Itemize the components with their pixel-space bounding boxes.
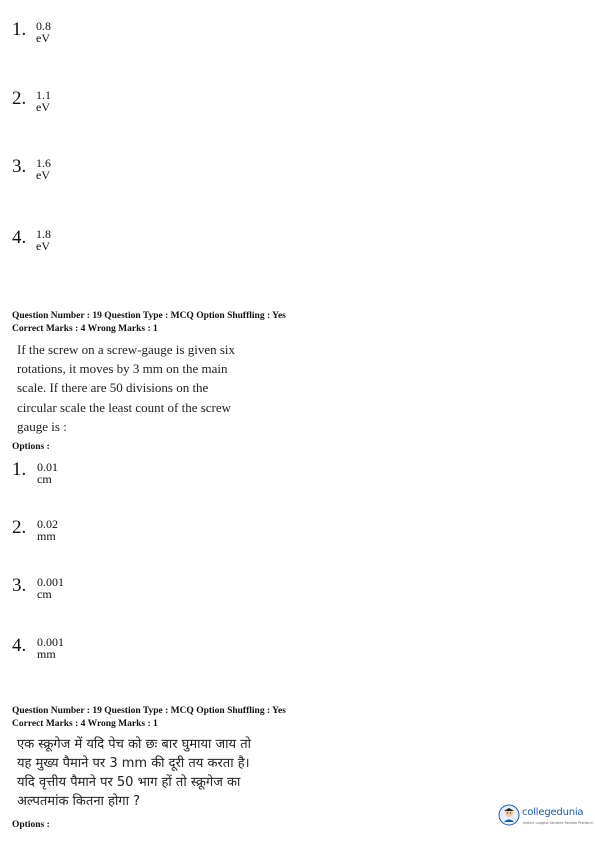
option-2[interactable] bbox=[12, 517, 58, 543]
question-text-line: rotations, it moves by 3 mm on the main bbox=[17, 361, 228, 376]
option-number: 1. bbox=[12, 19, 27, 40]
option-text: 0.001 mm bbox=[37, 635, 64, 661]
option-number: 4. bbox=[12, 635, 27, 656]
question-meta-line2: Correct Marks : 4 Wrong Marks : 1 bbox=[12, 324, 158, 334]
option-number: 2. bbox=[12, 517, 27, 538]
question-text-line: यदि वृत्तीय पैमाने पर 50 भाग हों तो स्क्रूगेज का bbox=[17, 775, 241, 790]
question-text-line: circular scale the least count of the screw bbox=[17, 400, 232, 415]
option-text: 0.02 mm bbox=[37, 517, 58, 543]
brand-name: collegedunia bbox=[522, 807, 584, 818]
option-text: 1.6 eV bbox=[36, 156, 51, 182]
question-text-line: यह मुख्य पैमाने पर 3 mm की दूरी तय करता है। bbox=[17, 756, 250, 771]
option-text: 0.01 cm bbox=[37, 460, 58, 486]
option-text: 1.1 eV bbox=[36, 88, 51, 114]
option-number: 1. bbox=[12, 459, 27, 480]
question-text-line: scale. If there are 50 divisions on the bbox=[17, 380, 209, 395]
option-1[interactable] bbox=[12, 459, 58, 486]
option-number: 3. bbox=[12, 156, 27, 177]
prev-option-1 bbox=[12, 19, 51, 45]
mascot-icon bbox=[498, 804, 520, 826]
option-number: 3. bbox=[12, 575, 27, 596]
option-number: 4. bbox=[12, 227, 27, 248]
question-meta-line2: Correct Marks : 4 Wrong Marks : 1 bbox=[12, 719, 158, 729]
question-text-line: gauge is : bbox=[17, 419, 67, 434]
option-text: 0.8 eV bbox=[36, 19, 51, 45]
option-text: 0.001 cm bbox=[37, 575, 64, 601]
question-text-line: अल्पतमांक कितना होगा ? bbox=[17, 794, 141, 809]
prev-option-2 bbox=[12, 88, 51, 114]
brand-tagline: India's Largest Student Review Platform bbox=[523, 821, 593, 825]
option-number: 2. bbox=[12, 88, 27, 109]
options-label: Options : bbox=[12, 442, 50, 452]
option-4[interactable] bbox=[12, 635, 64, 661]
option-text: 1.8 eV bbox=[36, 227, 51, 253]
question-meta-line1: Question Number : 19 Question Type : MCQ Option Shuffling : Yes bbox=[12, 311, 286, 321]
question-meta-line1: Question Number : 19 Question Type : MCQ Option Shuffling : Yes bbox=[12, 706, 286, 716]
question-text-line: If the screw on a screw-gauge is given six bbox=[17, 342, 236, 357]
prev-option-4 bbox=[12, 227, 51, 253]
prev-option-3 bbox=[12, 156, 51, 182]
option-3[interactable] bbox=[12, 575, 64, 601]
options-label: Options : bbox=[12, 820, 50, 830]
collegedunia-logo bbox=[498, 800, 593, 834]
question-text-line: एक स्क्रूगेज में यदि पेच को छः बार घुमाया जाय तो bbox=[17, 737, 251, 752]
